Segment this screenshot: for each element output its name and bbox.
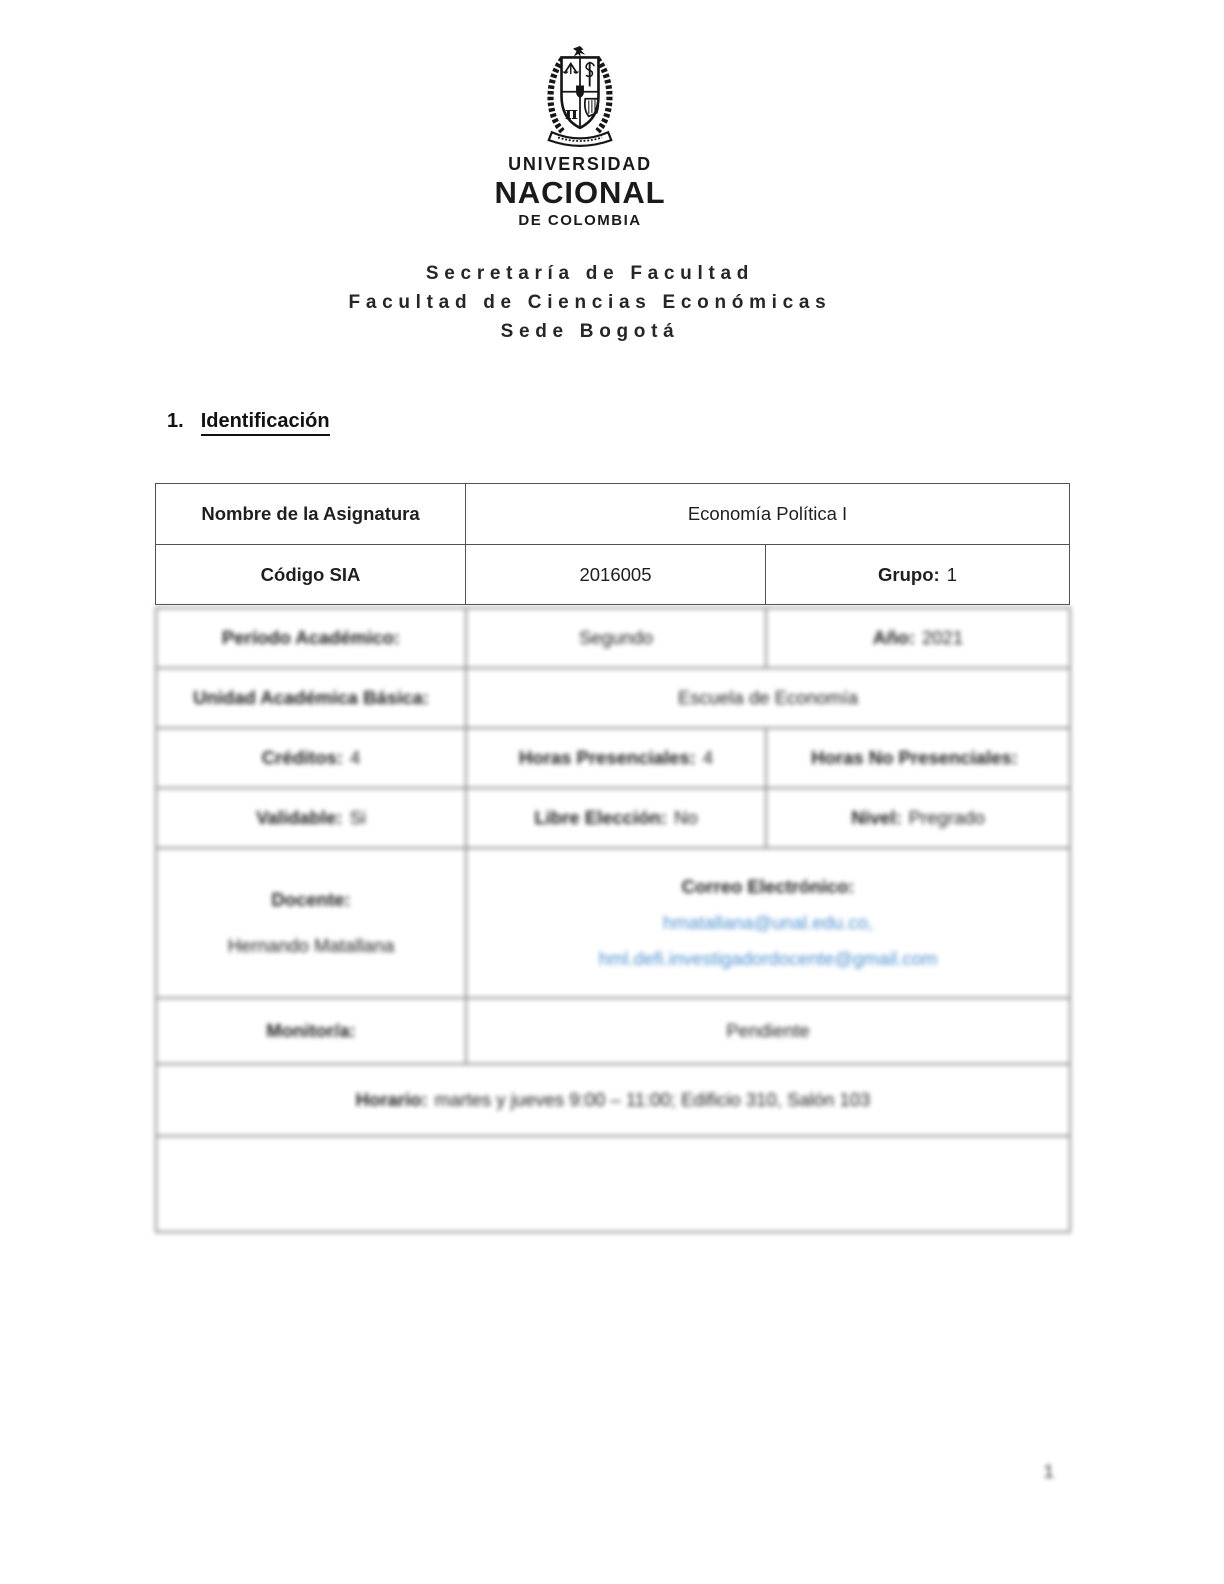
table-row-empty	[156, 1136, 1070, 1232]
section-heading-identificacion	[167, 410, 1224, 433]
docente-email-link-2[interactable]: hml.defi.investigadordocente@gmail.com	[598, 948, 938, 969]
ano-value: 2021	[921, 627, 964, 648]
letterhead-line-sede: Sede Bogotá	[500, 321, 680, 342]
table-row-validable	[156, 788, 1070, 848]
horario-value: martes y jueves 9:00 – 11:00; Edificio 310, Salón 103	[434, 1089, 871, 1110]
libre-eleccion-cell	[466, 788, 766, 848]
table-row-horario	[156, 1064, 1070, 1136]
horas-presenciales-cell	[466, 728, 766, 788]
horas-no-presenciales-label: Horas No Presenciales:	[811, 747, 1018, 768]
table-row-nombre	[156, 484, 1070, 545]
creditos-value: 4	[349, 747, 361, 768]
periodo-value: Segundo	[466, 608, 766, 668]
table-row-creditos	[156, 728, 1070, 788]
horas-presenciales-value: 4	[702, 747, 714, 768]
horas-presenciales-label: Horas Presenciales:	[518, 747, 696, 768]
libre-eleccion-value: No	[673, 807, 698, 828]
grupo-cell	[766, 545, 1070, 605]
table-row-docente	[156, 848, 1070, 998]
table-row-unidad	[156, 668, 1070, 728]
table-row-monitor	[156, 998, 1070, 1064]
codigo-sia-label: Código SIA	[156, 545, 466, 605]
unidad-label: Unidad Académica Básica:	[156, 668, 466, 728]
codigo-sia-value: 2016005	[466, 545, 766, 605]
creditos-cell	[156, 728, 466, 788]
correo-cell	[466, 848, 1070, 998]
nombre-asignatura-value: Economía Política I	[466, 484, 1070, 545]
letterhead-line-facultad: Facultad de Ciencias Económicas	[348, 292, 832, 313]
horario-label: Horario:	[355, 1089, 428, 1110]
validable-cell	[156, 788, 466, 848]
validable-value: Si	[349, 807, 366, 828]
creditos-label: Créditos:	[261, 747, 343, 768]
letterhead-line-secretaria: Secretaría de Facultad	[425, 263, 755, 284]
university-logo	[0, 0, 1192, 229]
nivel-label: Nivel:	[851, 807, 902, 828]
monitor-label: Monitor/a:	[156, 998, 466, 1064]
identification-table-blurred	[155, 607, 1071, 1233]
svg-text:π: π	[565, 103, 578, 124]
docente-email-link-1[interactable]: hmatallana@unal.edu.co,	[662, 912, 874, 933]
empty-cell	[156, 1136, 1070, 1232]
horas-no-presenciales-cell	[766, 728, 1070, 788]
section-number: 1.	[167, 410, 184, 432]
section-title: Identificación	[201, 410, 330, 436]
libre-eleccion-label: Libre Elección:	[534, 807, 667, 828]
table-row-periodo	[156, 608, 1070, 668]
monitor-value: Pendiente	[466, 998, 1070, 1064]
horario-cell	[156, 1064, 1070, 1136]
ano-cell	[766, 608, 1070, 668]
identification-table	[155, 483, 1070, 605]
nivel-value: Pregrado	[908, 807, 985, 828]
nivel-cell	[766, 788, 1070, 848]
redacted-table-section	[0, 607, 1224, 1233]
validable-label: Validable:	[256, 807, 343, 828]
docente-label: Docente:	[271, 889, 351, 910]
university-crest-icon	[536, 44, 624, 150]
docente-cell	[156, 848, 466, 998]
correo-label: Correo Electrónico:	[681, 876, 855, 897]
grupo-label: Grupo:	[878, 563, 940, 585]
periodo-label: Período Académico:	[156, 608, 466, 668]
docente-name: Hernando Matallana	[227, 935, 395, 956]
table-row-codigo	[156, 545, 1070, 605]
unidad-value: Escuela de Economía	[466, 668, 1070, 728]
nombre-asignatura-label: Nombre de la Asignatura	[156, 484, 466, 545]
ano-label: Año:	[872, 627, 915, 648]
logo-text-nacional: NACIONAL	[494, 175, 666, 210]
page-number: 1	[1043, 1462, 1054, 1483]
logo-text-de-colombia: DE COLOMBIA	[518, 212, 642, 229]
logo-text-universidad: UNIVERSIDAD	[508, 154, 652, 174]
letterhead	[0, 259, 1202, 346]
grupo-value: 1	[946, 563, 957, 585]
